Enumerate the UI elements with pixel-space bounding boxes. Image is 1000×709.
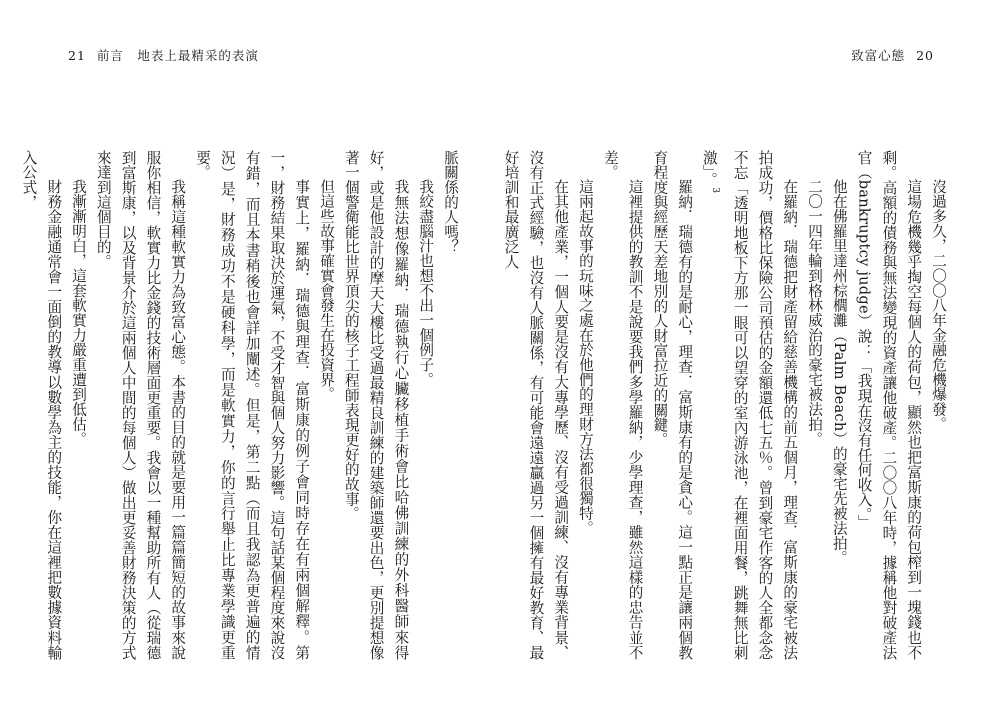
paragraph-text: 在羅納．瑞德把財產留給慈善機構的前五個月，理查．富斯康的豪宅被法拍成功，價格比保險公司預估的金額還低七五％。曾到豪宅作客的人全都念念不忘「透明地板下方那一眼可以望穿的室內游泳池，在裡面用餐，跳舞無比刺激」。 [700,150,799,660]
paragraph: 我漸漸明白，這套軟實力嚴重遭到低估。 [70,179,88,447]
paragraph: 這裡提供的教訓不是說要我們多學羅納，少學理查，雖然這樣的忠告並不差。 [601,150,644,660]
paragraph: 他在佛羅里達州棕櫚灘（Palm Beach）的豪宅先被法拍。 [830,179,848,566]
paragraph: 我無法想像羅納．瑞德執行心臟移植手術會比哈佛訓練的外科醫師來得好，或是他設計的摩天大樓比受過最精良訓練的建築師還要出色，更別提想像著一個警衛能比世界頂尖的核子工程師表現更好的故事。 [342,150,410,660]
paragraph: 羅納．瑞德有的是耐心，理查．富斯康有的是貪心。這一點正是讓兩個教育程度與經歷天差地別的人財富拉近的關鍵。 [651,150,694,660]
paragraph: 沒過多久，二〇〇八年金融危機爆發。 [930,179,947,432]
footnote-mark: 3 [709,187,720,194]
paragraph: 事實上，羅納．瑞德與理查．富斯康的例子會同時存在有兩個解釋。第一，財務結果取決於運氣，不受才智與個人努力影響。這句話某個程度來說沒有錯，而且本書稍後也會詳加闡述。但是，第二點（而且我認為更普遍的情況）是，財務成功不是硬科學，而是軟實力，你的言行舉止比專業學識更重要。 [194,150,311,660]
left-page-number: 21 [68,48,86,63]
paragraph: 這場危機幾乎掏空每個人的荷包，顯然也把富斯康的荷包榨到一塊錢也不剩。高額的債務與無法變現的資產讓他破產。二〇〇八年時，據稱他對破產法官（bankruptcy judge）說：「我現在沒有任何收入。」 [855,150,923,660]
right-page-number: 20 [916,48,934,63]
paragraph-with-footnote [696,150,801,660]
paragraph: 我稱這種軟實力為致富心態。本書的目的就是要用一篇篇簡短的故事來說服你相信，軟實力比金錢的技術層面更重要。我會以一種幫助所有人（從瑞德到富斯康，以及背景介於這兩個人中間的每個人）做出更妥善財務決策的方式來達到這個目的。 [94,150,187,660]
paragraph: 在其他產業，一個人要是沒有大專學歷、沒有受過訓練、沒有專業背景、沒有正式經驗，也沒有人脈關係，有可能會遠遠贏過另一個擁有最好教育、最好培訓和最廣泛人 [502,150,570,660]
paragraph: 二〇一四年輪到格林威治的豪宅被法拍。 [806,179,824,447]
left-running-header [62,46,259,64]
paragraph-continuation: 脈關係的人嗎？ [442,150,459,254]
right-page-body [502,150,950,660]
paragraph: 但這些故事確實會發生在投資界。 [318,179,336,402]
right-running-title: 致富心態 [851,48,906,63]
right-running-header [851,46,940,64]
paragraph: 這兩起故事的玩味之處在於他們的理財方法都很獨特。 [576,179,594,536]
paragraph: 財務金融通常會一面倒的教導以數學為主的技能，你在這裡把數據資料輸入公式， [20,150,63,660]
left-page-body [20,150,462,660]
paragraph: 我絞盡腦汁也想不出一個例子。 [417,179,435,388]
left-running-title: 前言 地表上最精采的表演 [96,48,259,63]
